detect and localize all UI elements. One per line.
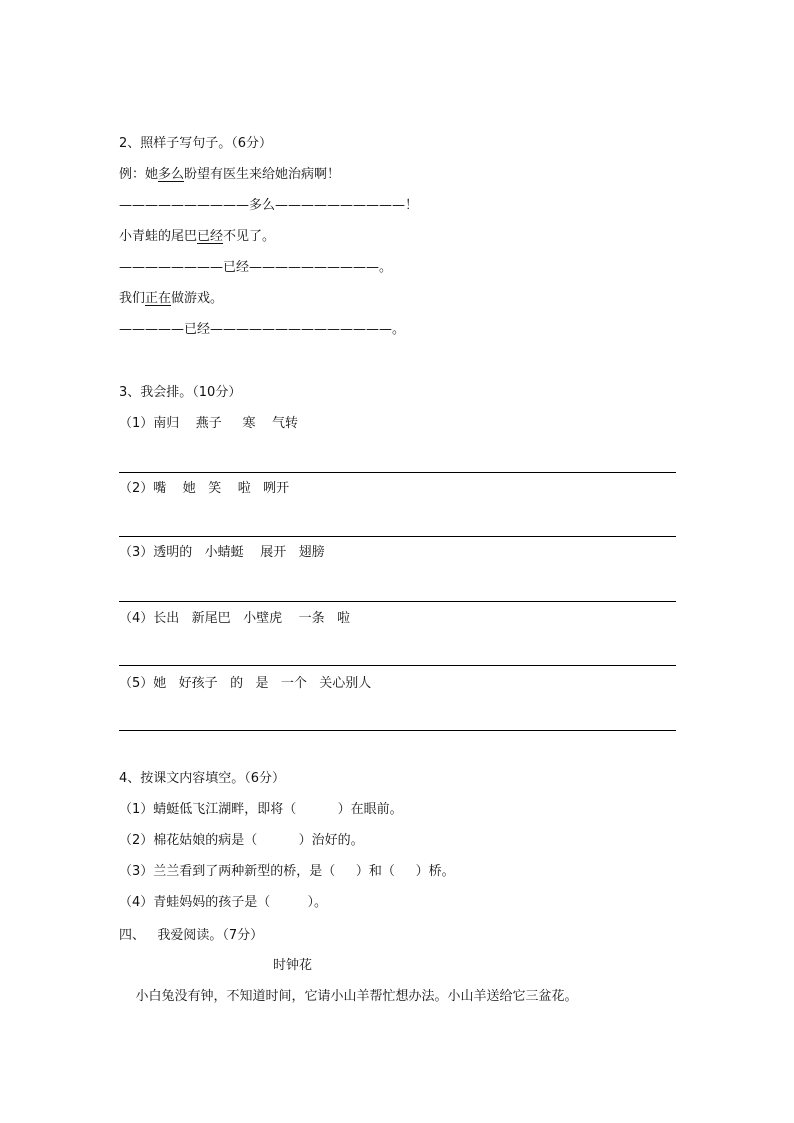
sentence-3 <box>119 291 223 307</box>
answer-line-1[interactable] <box>119 472 676 473</box>
sentence-3-suffix: 做游戏。 <box>171 291 224 306</box>
fill-item-3[interactable]: （3）兰兰看到了两种新型的桥，是（ ）和（ ）桥。 <box>119 864 455 879</box>
section-3-heading: 3、我会排。（10分） <box>119 385 242 400</box>
sentence-2 <box>119 229 275 245</box>
answer-line-4[interactable] <box>119 665 676 666</box>
story-paragraph: 小白兔没有钟，不知道时间，它请小山羊帮忙想办法。小山羊送给它三盆花。 <box>119 989 578 1004</box>
reorder-item-2: （2）嘴 她 笑 啦 咧开 <box>119 481 290 496</box>
answer-line-5[interactable] <box>119 730 676 731</box>
reorder-item-4: （4）长出 新尾巴 小壁虎 一条 啦 <box>119 611 350 626</box>
example-prefix: 例：她 <box>119 167 159 182</box>
story-title: 时钟花 <box>273 958 313 973</box>
fill-item-1[interactable]: （1）蜻蜓低飞江湖畔，即将（ ）在眼前。 <box>119 802 403 817</box>
reading-section-heading: 四、 我爱阅读。（7分） <box>119 928 264 943</box>
fill-item-4[interactable]: （4）青蛙妈妈的孩子是（ ）。 <box>119 895 327 910</box>
example-suffix: 盼望有医生来给她治病啊！ <box>184 167 341 182</box>
reorder-item-1: （1）南归 燕子 寒 气转 <box>119 416 298 431</box>
sentence-2-underlined-word: 已经 <box>197 229 224 244</box>
sentence-2-prefix: 小青蛙的尾巴 <box>119 229 198 244</box>
section-4-heading: 4、按课文内容填空。（6分） <box>119 771 286 786</box>
blank-line-3[interactable]: —————已经——————————————。 <box>119 322 406 337</box>
sentence-3-prefix: 我们 <box>119 291 146 306</box>
answer-line-2[interactable] <box>119 536 676 537</box>
reorder-item-5: （5）她 好孩子 的 是 一个 关心别人 <box>119 676 372 691</box>
example-underlined-word: 多么 <box>158 167 185 182</box>
sentence-3-underlined-word: 正在 <box>145 291 172 306</box>
fill-item-2[interactable]: （2）棉花姑娘的病是（ ）治好的。 <box>119 833 364 848</box>
sentence-2-suffix: 不见了。 <box>223 229 276 244</box>
section-2-heading: 2、照样子写句子。（6分） <box>119 136 273 151</box>
example-sentence <box>119 167 340 183</box>
reorder-item-3: （3）透明的 小蜻蜓 展开 翅膀 <box>119 545 325 560</box>
blank-line-2[interactable]: ————————已经——————————。 <box>119 260 393 275</box>
blank-line-1[interactable]: ——————————多么——————————！ <box>119 198 419 213</box>
answer-line-3[interactable] <box>119 601 676 602</box>
